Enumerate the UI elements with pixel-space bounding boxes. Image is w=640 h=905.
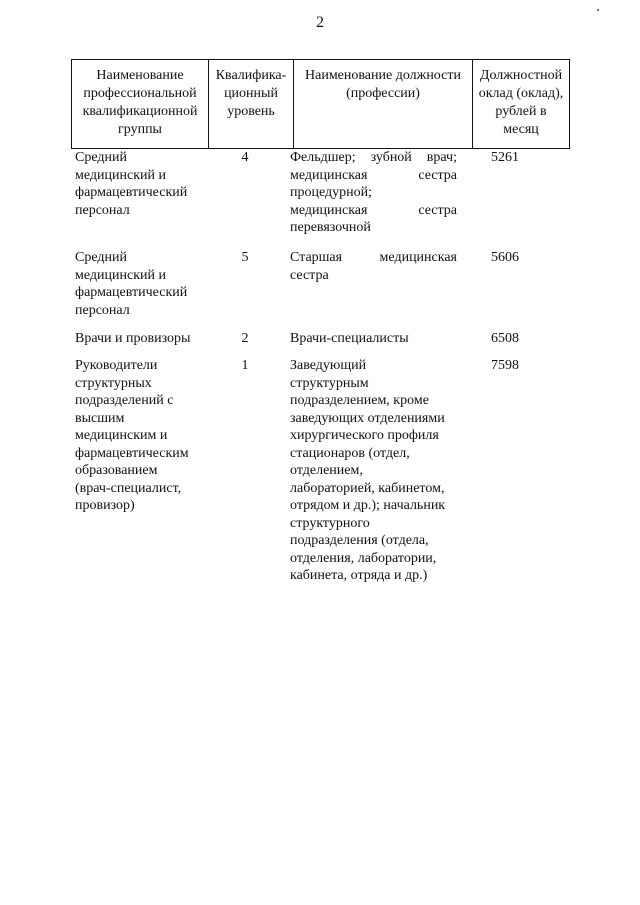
salary-cell: 7598 — [491, 358, 519, 373]
table-row — [71, 249, 561, 330]
position-line: процедурной; — [290, 185, 373, 200]
position-cell — [283, 330, 457, 348]
group-line: медицинский и — [75, 267, 166, 283]
position-line: Заведующий — [290, 358, 367, 373]
salary-cell: 5261 — [491, 150, 519, 165]
group-line: фармацевтический — [75, 285, 188, 300]
position-line: отделения, лаборатории, — [290, 550, 437, 566]
position-line: Старшая медицинская — [290, 250, 457, 265]
position-line: подразделением, кроме — [290, 393, 429, 408]
position-line: стационаров (отдел, — [290, 445, 410, 461]
table-row — [71, 330, 561, 357]
header-line: (профессии) — [346, 86, 420, 101]
header-line: рублей в — [495, 104, 547, 119]
header-line: профессиональной — [83, 86, 197, 101]
group-line: персонал — [75, 302, 130, 318]
group-cell — [71, 330, 203, 348]
header-line: Наименование должности — [305, 68, 461, 83]
group-line: структурных — [75, 375, 152, 391]
position-line: заведующих отделениями — [290, 410, 445, 426]
header-line: квалификационной — [82, 104, 198, 119]
group-cell — [71, 149, 203, 219]
page-number: 2 — [316, 14, 324, 31]
table-row — [71, 357, 561, 585]
position-line: медицинская сестра — [290, 167, 457, 183]
header-line: Наименование — [96, 68, 184, 83]
header-salary — [473, 60, 570, 149]
header-line: Квалифика- — [215, 68, 287, 83]
group-line: Руководители — [75, 358, 158, 373]
group-line: медицинским и — [75, 428, 168, 443]
header-line: Должностной — [479, 68, 563, 83]
level-cell: 1 — [241, 358, 249, 373]
header-group-name — [72, 60, 209, 149]
group-line: Средний — [75, 250, 127, 265]
group-line: медицинский и — [75, 167, 166, 183]
group-line: Средний — [75, 150, 127, 165]
salary-table-header — [71, 59, 570, 149]
position-line: перевязочной — [290, 220, 371, 235]
position-line: подразделения (отдела, — [290, 533, 429, 548]
position-line: Фельдшер; зубной врач; — [290, 150, 457, 165]
position-cell — [283, 357, 457, 585]
level-cell: 5 — [241, 250, 249, 265]
group-line: (врач-специалист, — [75, 480, 182, 496]
header-position-name — [294, 60, 473, 149]
table-row — [71, 149, 561, 249]
group-line: фармацевтический — [75, 185, 188, 200]
header-line: ционный — [224, 86, 278, 101]
group-line: персонал — [75, 202, 130, 218]
group-line: фармацевтическим — [75, 445, 189, 461]
group-line: Врачи и провизоры — [75, 331, 191, 346]
position-line: Врачи-специалисты — [290, 331, 409, 346]
group-line: высшим — [75, 410, 125, 426]
position-line: структурного — [290, 515, 370, 531]
position-line: структурным — [290, 375, 369, 391]
position-line: кабинета, отряда и др.) — [290, 568, 428, 583]
position-cell — [283, 149, 457, 237]
group-line: образованием — [75, 463, 158, 478]
group-line: провизор) — [75, 498, 135, 513]
level-cell: 2 — [241, 331, 249, 346]
header-line: группы — [118, 122, 162, 137]
header-line: уровень — [227, 104, 275, 119]
group-cell — [71, 357, 203, 515]
position-line: медицинская сестра — [290, 202, 457, 218]
header-line: месяц — [503, 122, 539, 137]
position-line: сестра — [290, 267, 329, 283]
position-line: отрядом и др.); начальник — [290, 498, 446, 513]
header-line: оклад (оклад), — [478, 86, 564, 101]
group-line: подразделений с — [75, 393, 174, 408]
scan-speck — [597, 9, 599, 11]
position-cell — [283, 249, 457, 284]
group-cell — [71, 249, 203, 319]
position-line: хирургического профиля — [290, 428, 439, 443]
position-line: отделением, — [290, 463, 363, 478]
header-row — [72, 60, 570, 149]
position-line: лабораторией, кабинетом, — [290, 480, 445, 496]
salary-table-body — [71, 149, 561, 585]
header-qualification-level — [209, 60, 294, 149]
salary-cell: 5606 — [491, 250, 519, 265]
level-cell: 4 — [241, 150, 249, 165]
salary-cell: 6508 — [491, 331, 519, 346]
